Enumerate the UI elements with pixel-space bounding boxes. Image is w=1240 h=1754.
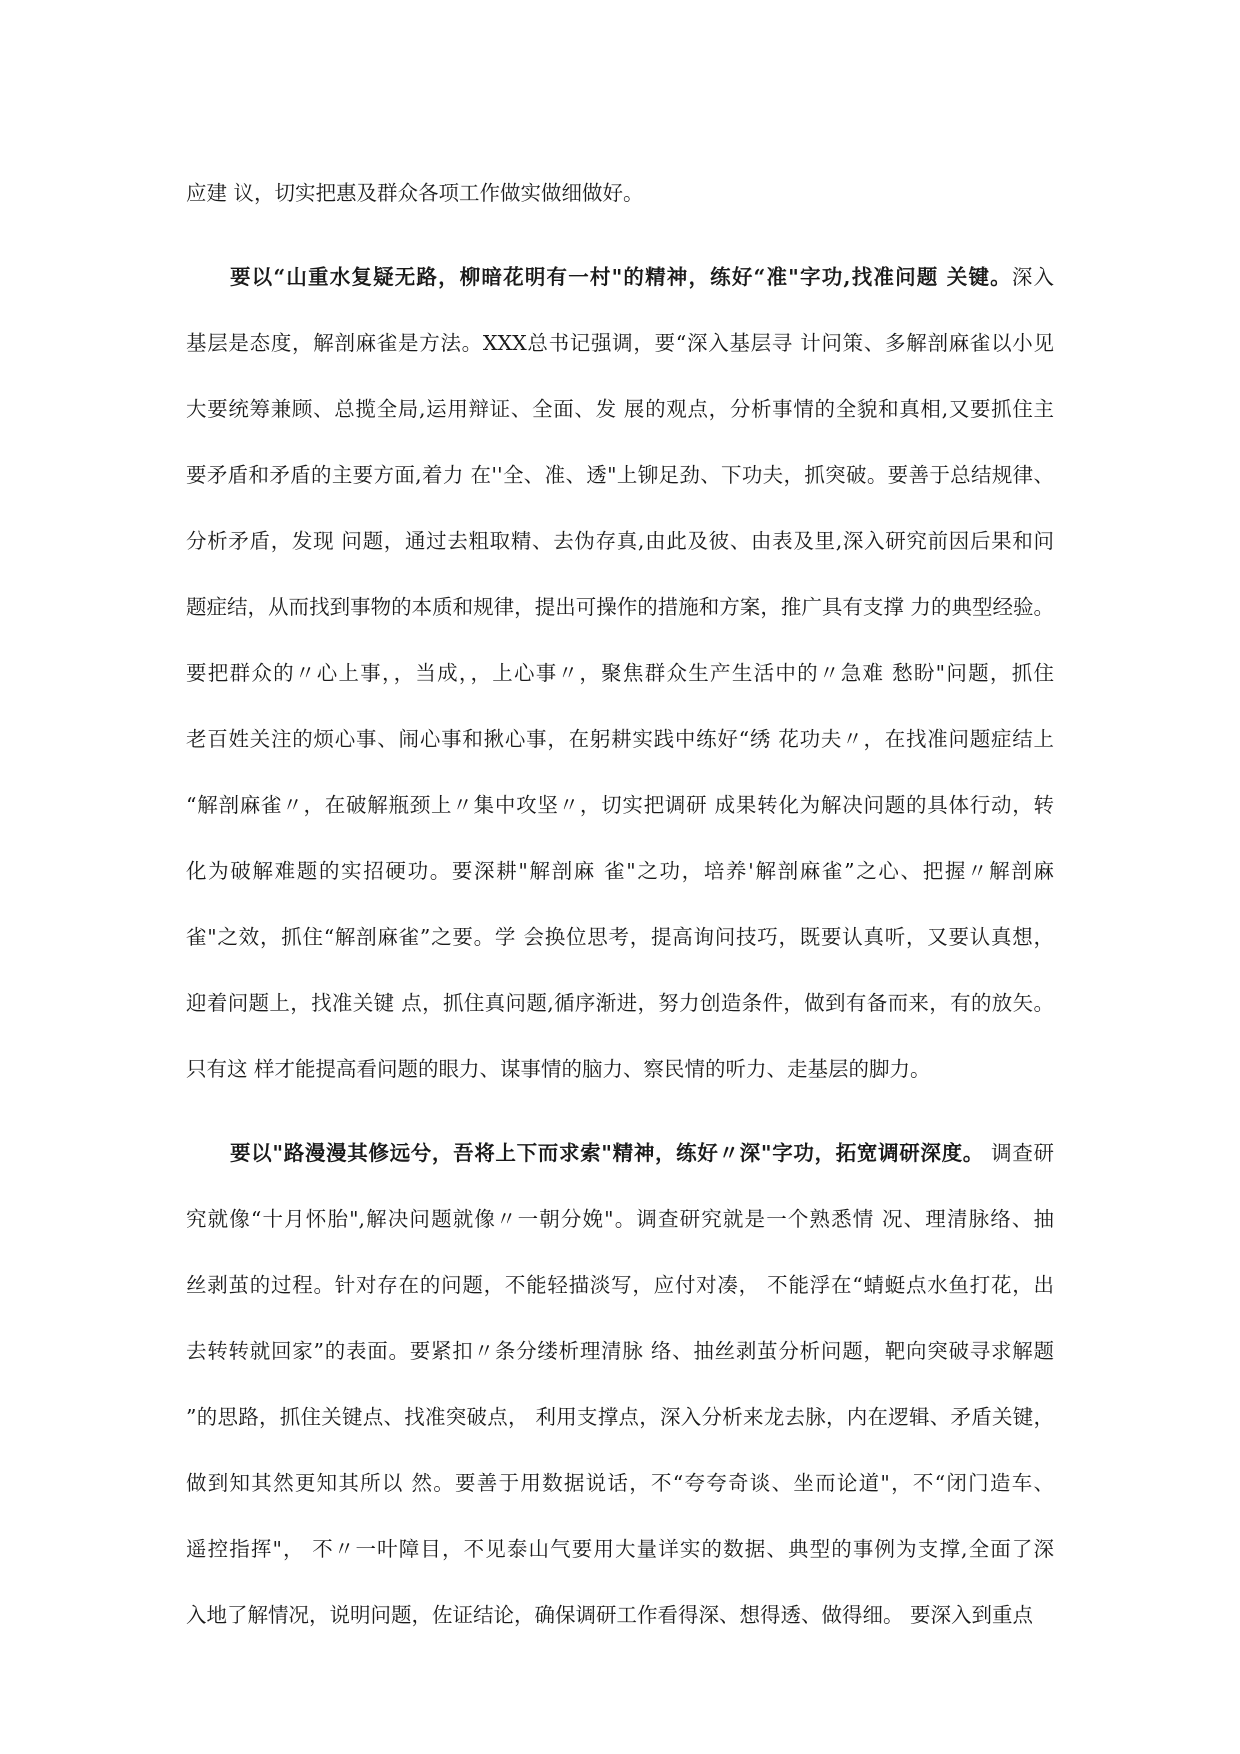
text-line: 做到知其然更知其所以 然。要善于用数据说话，不“夸夸奇谈、坐而论道"，不“闭门造车、	[186, 1471, 1054, 1495]
paragraph-lead-tail: 深入	[1011, 265, 1054, 289]
text-line: 大要统筹兼顾、总揽全局,运用辩证、全面、发 展的观点，分析事情的全貌和真相,又要抓住主	[186, 397, 1054, 421]
text-line: 究就像“十月怀胎",解决问题就像〃一朝分娩"。调查研究就是一个熟悉情 况、理清脉络、抽	[186, 1207, 1054, 1231]
paragraph-heading: 要以"路漫漫其修远兮，吾将上下而求索"精神，练好〃深"字功，拓宽调研深度。	[230, 1141, 984, 1165]
paragraph-2	[186, 244, 1054, 1102]
document-body	[186, 160, 1054, 1666]
paragraph-3	[186, 1120, 1054, 1648]
paragraph-lead-tail: 调查研	[983, 1141, 1054, 1165]
text-line: 只有这 样才能提高看问题的眼力、谋事情的脑力、察民情的听力、走基层的脚力。	[186, 1057, 931, 1081]
text-line: 遥控指挥"， 不〃一叶障目，不见泰山气要用大量详实的数据、典型的事例为支撑,全面了深	[186, 1537, 1054, 1561]
text-line: 去转转就回家”的表面。要紧扣〃条分缕析理清脉 络、抽丝剥茧分析问题，靶向突破寻求解题	[186, 1339, 1054, 1363]
text-line: 老百姓关注的烦心事、闹心事和揪心事，在躬耕实践中练好“绣 花功夫〃，在找准问题症结上	[186, 727, 1054, 751]
text-line: 要矛盾和矛盾的主要方面,着力 在''全、准、透"上铆足劲、下功夫，抓突破。要善于总结规律、	[186, 463, 1054, 487]
text-line: 入地了解情况，说明问题，佐证结论，确保调研工作看得深、想得透、做得细。 要深入到重点	[186, 1603, 1034, 1627]
text-line: ”的思路，抓住关键点、找准突破点， 利用支撑点，深入分析来龙去脉，内在逻辑、矛盾关键，	[186, 1405, 1054, 1429]
text-line: 丝剥茧的过程。针对存在的问题，不能轻描淡写，应付对凑， 不能浮在“蜻蜓点水鱼打花，出	[186, 1273, 1054, 1297]
text-line: 基层是态度，解剖麻雀是方法。XXX总书记强调，要“深入基层寻 计问策、多解剖麻雀以小见	[186, 331, 1054, 355]
text-line: 要把群众的〃心上事，，当成，，上心事〃，聚焦群众生产生活中的〃急难 愁盼"问题，抓住	[186, 661, 1054, 685]
text-line: 迎着问题上，找准关键 点，抓住真问题,循序渐进，努力创造条件，做到有备而来，有的放矢。	[186, 991, 1054, 1015]
text-line: 应建 议，切实把惠及群众各项工作做实做细做好。	[186, 181, 644, 205]
text-line: “解剖麻雀〃，在破解瓶颈上〃集中攻坚〃，切实把调研 成果转化为解决问题的具体行动，转	[186, 793, 1054, 817]
text-line: 分析矛盾，发现 问题，通过去粗取精、去伪存真,由此及彼、由表及里,深入研究前因后果和问	[186, 529, 1054, 553]
paragraph-lead-line	[186, 244, 1054, 310]
paragraph-heading: 要以“山重水复疑无路，柳暗花明有一村"的精神，练好“准"字功,找准问题 关键。	[230, 265, 1012, 289]
text-line: 雀"之效，抓住“解剖麻雀”之要。学 会换位思考，提高询问技巧，既要认真听，又要认真想，	[186, 925, 1054, 949]
paragraph-lead-line	[186, 1120, 1054, 1186]
text-line: 题症结，从而找到事物的本质和规律，提出可操作的措施和方案，推广具有支撑 力的典型经验。	[186, 595, 1054, 619]
paragraph-1	[186, 160, 1054, 226]
text-line: 化为破解难题的实招硬功。要深耕"解剖麻 雀"之功，培养'解剖麻雀”之心、把握〃解剖麻	[186, 859, 1054, 883]
